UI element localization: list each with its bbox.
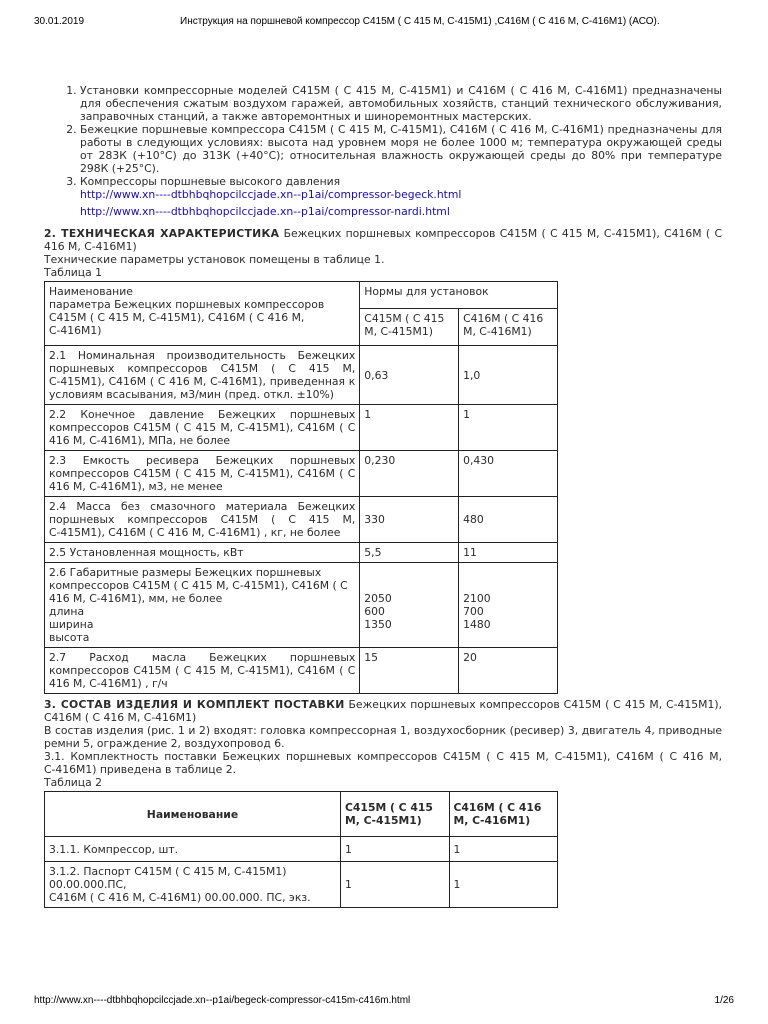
page-footer xyxy=(0,995,768,1009)
table-1-header-norms: Нормы для установок xyxy=(360,282,558,309)
section-3-paragraph: В состав изделия (рис. 1 и 2) входят: головка компрессорная 1, воздухосборник (ресивер) 3, двигатель 4, приводные ремни 5, ограждение 2, воздухопровод 6. xyxy=(44,724,722,750)
row-name: 2.4 Масса без смазочного материала Бежецких поршневых компрессоров С415М ( С 415 М, С-415М1), С416М ( С 416 М, С-416М1) , кг, не более xyxy=(45,497,360,543)
section-2-heading xyxy=(44,227,722,253)
intro-item xyxy=(80,175,722,218)
row-value-c415m: 1 xyxy=(360,405,459,451)
row-name: 2.2 Конечное давление Бежецких поршневых компрессоров С415М ( С 415 М, С-415М1), С416М ( С 416 М, С-416М1), МПа, не более xyxy=(45,405,360,451)
table-row xyxy=(45,648,558,694)
intro-item-text: Компрессоры поршневые высокого давления xyxy=(80,175,341,188)
table-row xyxy=(45,497,558,543)
section-3-title: 3. СОСТАВ ИЗДЕЛИЯ И КОМПЛЕКТ ПОСТАВКИ xyxy=(44,698,345,711)
row-value-c415m: 330 xyxy=(360,497,459,543)
row-value-c416m: 0,430 xyxy=(459,451,558,497)
section-2-intro: Технические параметры установок помещены в таблице 1. xyxy=(44,253,385,266)
row-value-c416m: 11 xyxy=(459,543,558,563)
row-value-c416m: 20 xyxy=(459,648,558,694)
page-url: http://www.xn----dtbhbqhopcilccjade.xn--p1ai/begeck-compressor-c415m-c416m.html xyxy=(34,995,411,1006)
row-name: 2.1 Номинальная производительность Бежецких поршневых компрессоров С415М ( С 415 М, С-415М1), С416М ( С 416 М, С-416М1), приведенная к условиям всасывания, м3/мин (пред. откл. ±10%) xyxy=(45,346,360,405)
intro-item: 2. Бежецкие поршневые компрессора С415М ( С 415 М, С-415М1), С416М ( С 416 М, С-416М1) предназначены для работы в следующих условиях: высота над уровнем моря не более 1000 м; температура окружающей среды от 283К (+10°С) до 313К (+40°С); относительная влажность окружающей среды до 80% при температуре 298К (+25°С). xyxy=(80,123,722,175)
row-value-c415m: 15 xyxy=(360,648,459,694)
table-row xyxy=(45,346,558,405)
row-value-c415m: 1 xyxy=(341,837,450,862)
row-value-c415m: 0,63 xyxy=(360,346,459,405)
intro-item: 1. Установки компрессорные моделей С415М ( С 415 М, С-415М1) и С416М ( С 416 М, С-416М1) предназначены для обеспечения сжатым воздухом гаражей, автомобильных хозяйств, станций технического обслуживания, заправочных станций, а также авторемонтных и шиноремонтных мастерских. xyxy=(80,84,722,123)
print-date: 30.01.2019 xyxy=(34,16,85,27)
table-1 xyxy=(44,281,558,694)
section-2-title: 2. ТЕХНИЧЕСКАЯ ХАРАКТЕРИСТИКА xyxy=(44,227,280,240)
table-row xyxy=(45,543,558,563)
link-compressor-begeck[interactable]: http://www.xn----dtbhbqhopcilccjade.xn--p1ai/compressor-begeck.html xyxy=(80,188,462,201)
table-2 xyxy=(44,791,558,908)
row-value-c416m: 2100 700 1480 xyxy=(459,563,558,648)
row-name: 2.6 Габаритные размеры Бежецких поршневых компрессоров С415М ( С 415 М, С-415М1), С416М ( С 416 М, С-416М1), мм, не более длина ширина высота xyxy=(45,563,360,648)
section-3-heading xyxy=(44,698,722,724)
document-title: Инструкция на поршневой компрессор С415М ( С 415 М, С-415М1) ,С416М ( С 416 М, С-416М1) (АСО). xyxy=(180,16,660,27)
table-1-header-c416m: С416М ( С 416 М, С-416М1) xyxy=(459,309,558,346)
row-name: 2.7 Расход масла Бежецких поршневых компрессоров С415М ( С 415 М, С-415М1), С416М ( С 416 М, С-416М1) , г/ч xyxy=(45,648,360,694)
link-compressor-nardi[interactable]: http://www.xn----dtbhbqhopcilccjade.xn--p1ai/compressor-nardi.html xyxy=(80,205,450,218)
row-value-c416m: 1 xyxy=(459,405,558,451)
row-value-c415m: 2050 600 1350 xyxy=(360,563,459,648)
row-value-c415m: 1 xyxy=(341,862,450,908)
table-row xyxy=(45,451,558,497)
table-2-header-c415m: С415М ( С 415 М, С-415М1) xyxy=(341,792,450,837)
section-3-subtitle: Бежецких поршневых компрессоров С415М ( С 415 М, С-415М1), С416М ( С 416 М, С-416М1) xyxy=(44,698,722,724)
section-3-paragraph: 3.1. Комплектность поставки Бежецких поршневых компрессоров С415М ( С 415 М, С-415М1), С416М ( С 416 М, С-416М1) приведена в таблице 2. xyxy=(44,750,722,776)
table-1-header-c415m: С415М ( С 415 М, С-415М1) xyxy=(360,309,459,346)
page-header xyxy=(0,16,768,30)
table-2-caption: Таблица 2 xyxy=(44,776,103,789)
row-name: 2.3 Емкость ресивера Бежецких поршневых компрессоров С415М ( С 415 М, С-415М1), С416М ( С 416 М, С-416М1), м3, не менее xyxy=(45,451,360,497)
table-row xyxy=(45,563,558,648)
row-name: 2.5 Установленная мощность, кВт xyxy=(45,543,360,563)
table-1-caption: Таблица 1 xyxy=(44,266,103,279)
table-row xyxy=(45,837,558,862)
row-value-c416m: 480 xyxy=(459,497,558,543)
section-2-subtitle: Бежецких поршневых компрессоров С415М ( С 415 М, С-415М1), С416М ( С 416 М, С-416М1) xyxy=(44,227,722,253)
table-2-header-c416m: С416М ( С 416 М, С-416М1) xyxy=(449,792,558,837)
row-name: 3.1.1. Компрессор, шт. xyxy=(45,837,341,862)
table-1-header-name: Наименование параметра Бежецких поршневых компрессоров С415М ( С 415 М, С-415М1), С416М ( С 416 М, С-416М1) xyxy=(45,282,360,346)
intro-list xyxy=(44,84,722,218)
row-value-c415m: 5,5 xyxy=(360,543,459,563)
row-name: 3.1.2. Паспорт С415М ( С 415 М, С-415М1) 00.00.000.ПС, С416М ( С 416 М, С-416М1) 00.00.000. ПС, экз. xyxy=(45,862,341,908)
row-value-c416m: 1,0 xyxy=(459,346,558,405)
row-value-c416m: 1 xyxy=(449,837,558,862)
row-value-c415m: 0,230 xyxy=(360,451,459,497)
page-number: 1/26 xyxy=(714,995,734,1006)
table-2-header-name: Наименование xyxy=(45,792,341,837)
row-value-c416m: 1 xyxy=(449,862,558,908)
document-body xyxy=(44,84,722,908)
table-row xyxy=(45,405,558,451)
table-row xyxy=(45,862,558,908)
